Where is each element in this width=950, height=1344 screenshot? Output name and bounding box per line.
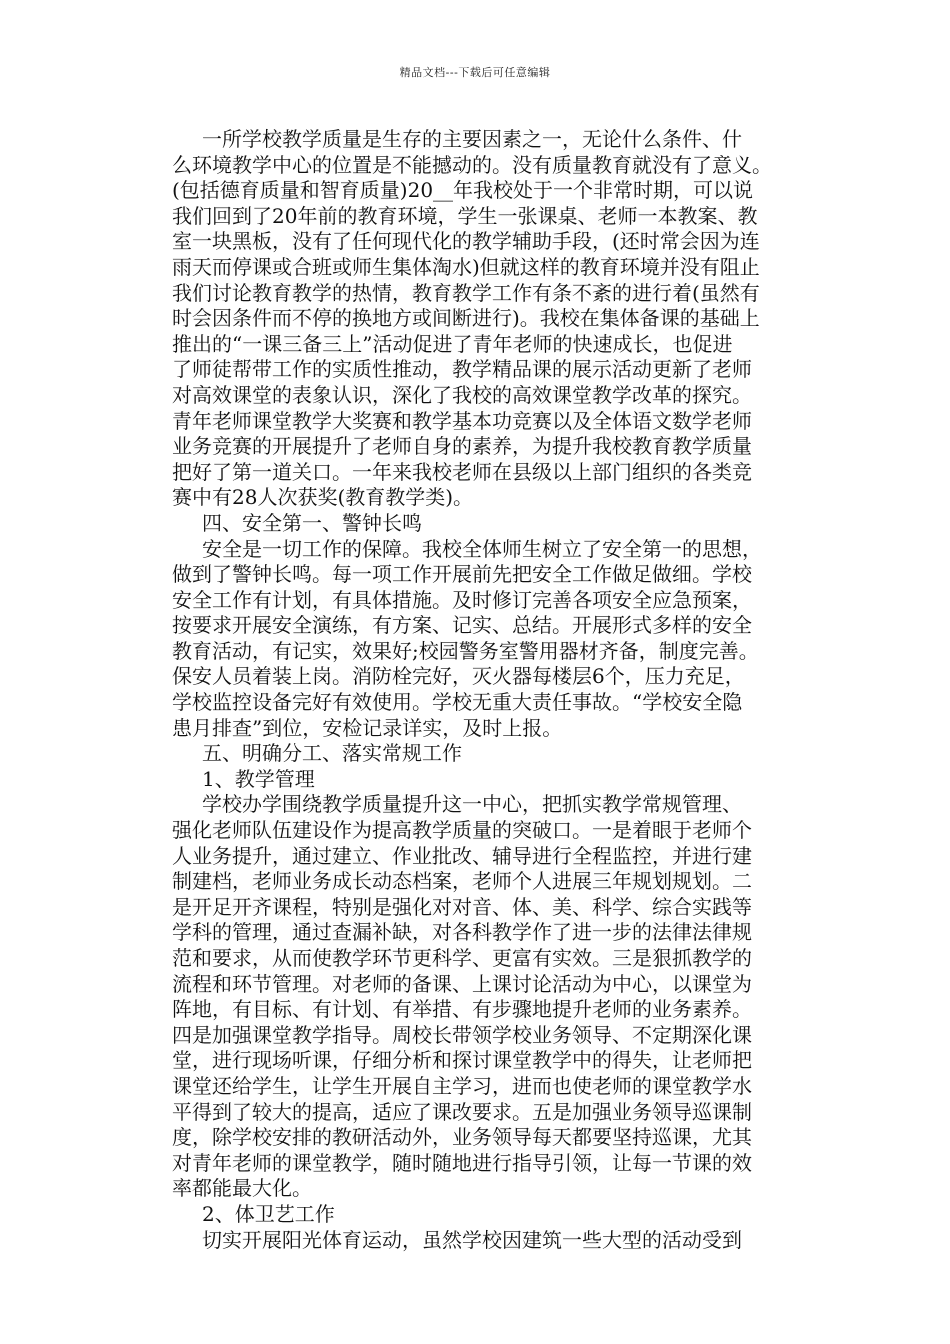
page-header: 精品文档---下载后可任意编辑: [399, 66, 551, 79]
text-line: 了师徒帮带工作的实质性推动，教学精品课的展示活动更新了老师: [172, 357, 752, 382]
text-line: 制建档，老师业务成长动态档案，老师个人进展三年规划规划。二: [172, 869, 752, 894]
text-line: 对青年老师的课堂教学，随时随地进行指导引领，让每一节课的效: [172, 1150, 752, 1175]
text-line: 业务竞赛的开展提升了老师自身的素养，为提升我校教育教学质量: [172, 434, 752, 459]
text-line: 安全是一切工作的保障。我校全体师生树立了安全第一的思想，: [202, 536, 762, 561]
text-line: 患月排查”到位，安检记录详实，及时上报。: [172, 715, 563, 740]
text-line: 课堂还给学生，让学生开展自主学习，进而也使老师的课堂教学水: [172, 1073, 752, 1098]
text-line: 学校监控设备完好有效使用。学校无重大责任事故。“学校安全隐: [172, 690, 743, 715]
text-line: (包括德育质量和智育质量)20__年我校处于一个非常时期，可以说: [172, 178, 754, 203]
text-line: 学科的管理，通过查漏补缺，对各科教学作了进一步的法律法律规: [172, 920, 752, 945]
text-line: 四是加强课堂教学指导。周校长带领学校业务领导、不定期深化课: [172, 1022, 752, 1047]
text-line: 阵地，有目标、有计划、有举措、有步骤地提升老师的业务素养。: [172, 997, 752, 1022]
document-body: [172, 127, 832, 1253]
text-line: 学校办学围绕教学质量提升这一中心，把抓实教学常规管理、: [202, 792, 742, 817]
text-line: 2、体卫艺工作: [202, 1201, 335, 1226]
text-line: 赛中有28人次获奖(教育教学类)。: [172, 485, 474, 510]
text-line: 平得到了较大的提高，适应了课改要求。五是加强业务领导巡课制: [172, 1099, 752, 1124]
text-line: 1、教学管理: [202, 766, 315, 791]
text-line: 我们回到了20年前的教育环境，学生一张课桌、老师一本教案、教: [172, 203, 758, 228]
text-line: 雨天而停课或合班或师生集体淘水)但就这样的教育环境并没有阻止: [172, 254, 760, 279]
text-line: 把好了第一道关口。一年来我校老师在县级以上部门组织的各类竞: [172, 459, 752, 484]
text-line: 四、安全第一、警钟长鸣: [202, 510, 422, 535]
text-line: 一所学校教学质量是生存的主要因素之一，无论什么条件、什: [202, 127, 742, 151]
text-line: 青年老师课堂教学大奖赛和教学基本功竞赛以及全体语文数学老师: [172, 408, 752, 433]
text-line: 对高效课堂的表象认识，深化了我校的高效课堂教学改革的探究。: [172, 382, 752, 407]
text-line: 堂，进行现场听课，仔细分析和探讨课堂教学中的得失，让老师把: [172, 1048, 752, 1073]
text-line: 率都能最大化。: [172, 1176, 312, 1201]
text-line: 安全工作有计划，有具体措施。及时修订完善各项安全应急预案，: [172, 587, 752, 612]
text-line: 我们讨论教育教学的热情，教育教学工作有条不紊的进行着(虽然有: [172, 280, 760, 305]
text-line: 是开足开齐课程，特别是强化对对音、体、美、科学、综合实践等: [172, 894, 752, 919]
text-line: 做到了警钟长鸣。每一项工作开展前先把安全工作做足做细。学校: [172, 562, 752, 587]
text-line: 教育活动，有记实，效果好;校园警务室警用器材齐备，制度完善。: [172, 638, 759, 663]
text-line: 保安人员着装上岗。消防栓完好，灭火器每楼层6个，压力充足，: [172, 664, 745, 689]
text-line: 推出的“一课三备三上”活动促进了青年老师的快速成长，也促进: [172, 331, 733, 356]
text-line: 室一块黑板，没有了任何现代化的教学辅助手段，(还时常会因为连: [172, 229, 760, 254]
text-line: 么环境教学中心的位置是不能撼动的。没有质量教育就没有了意义。: [172, 152, 772, 177]
text-line: 时会因条件而不停的换地方或间断进行)。我校在集体备课的基础上: [172, 306, 760, 331]
text-line: 人业务提升，通过建立、作业批改、辅导进行全程监控，并进行建: [172, 843, 752, 868]
text-line: 按要求开展安全演练，有方案、记实、总结。开展形式多样的安全: [172, 613, 752, 638]
text-line: 范和要求，从而使教学环节更科学、更富有实效。三是狠抓教学的: [172, 946, 752, 970]
text-line: 五、明确分工、落实常规工作: [202, 741, 462, 766]
text-line: 强化老师队伍建设作为提高教学质量的突破口。一是着眼于老师个: [172, 818, 752, 843]
text-line: 切实开展阳光体育运动，虽然学校因建筑一些大型的活动受到: [202, 1227, 742, 1252]
text-line: 流程和环节管理。对老师的备课、上课讨论活动为中心，以课堂为: [172, 971, 752, 996]
text-line: 度，除学校安排的教研活动外，业务领导每天都要坚持巡课，尤其: [172, 1125, 752, 1150]
